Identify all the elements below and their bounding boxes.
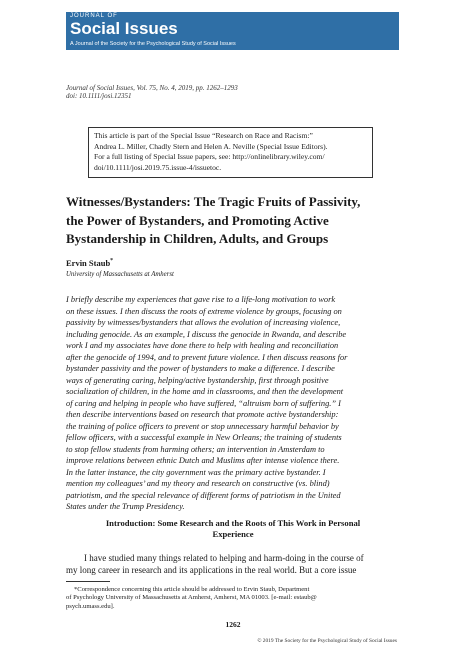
- notice-line: For a full listing of Special Issue papers, see: http://onlinelibrary.wiley.com/: [94, 152, 325, 161]
- abstract-line: patriotism, and the special relevance of different forms of patriotism in the United: [66, 490, 341, 500]
- title-line: Witnesses/Bystanders: The Tragic Fruits of Passivity,: [66, 194, 361, 209]
- body-line: my long career in research and its applications in the real world. But a core issue: [66, 565, 357, 575]
- notice-line: doi/10.1111/josi.2019.75.issue-4/issuetoc.: [94, 162, 222, 172]
- footnote-line: of Psychology University of Massachusetts at Amherst, Amherst, MA 01003. [e-mail: estaub@: [66, 594, 317, 602]
- citation-line: Journal of Social Issues, Vol. 75, No. 4, 2019, pp. 1262–1293: [66, 84, 238, 92]
- abstract-line: including genocide. As an example, I discuss the genocide in Rwanda, and describe: [66, 329, 347, 339]
- author-footnote-mark: *: [110, 258, 114, 265]
- abstract-line: work I and my associates have done there to help with healing and reconciliation: [66, 341, 339, 350]
- notice-line: Andrea L. Miller, Chadly Stern and Helen A. Neville (Special Issue Editors).: [94, 141, 328, 151]
- footnote-line: *Correspondence concerning this article should be addressed to Ervin Staub, Department: [74, 586, 310, 593]
- author-name: [66, 258, 113, 268]
- doi-line: doi: 10.1111/josi.12351: [66, 92, 132, 100]
- title-line: the Power of Bystanders, and Promoting Active: [66, 212, 329, 228]
- journal-title: Social Issues: [70, 19, 178, 38]
- banner-journal-of: JOURNAL OF: [70, 13, 118, 19]
- section-heading-line: Experience: [212, 529, 254, 539]
- abstract-line: socialization of children, in the home and in classrooms, and then the development: [66, 387, 344, 396]
- article-title: [66, 193, 406, 249]
- abstract-line: then describe interventions based on research that promote active bystandership:: [66, 410, 339, 419]
- abstract-line: States under the Trump Presidency.: [66, 502, 185, 511]
- abstract-line: to stop fellow students from harming others; an intervention in Amsterdam to: [66, 444, 325, 454]
- author-affiliation: University of Massachusetts at Amherst: [66, 271, 174, 278]
- abstract-line: I briefly describe my experiences that gave rise to a life-long motivation to work: [66, 295, 336, 304]
- journal-subtitle: A Journal of the Society for the Psychological Study of Social Issues: [70, 41, 236, 47]
- title-line: Bystandership in Children, Adults, and Groups: [66, 231, 329, 246]
- abstract-line: of caring and helping in people who have suffered, “altruism born of suffering.” I: [66, 398, 341, 408]
- citation-block: [66, 84, 238, 100]
- abstract: [66, 294, 400, 513]
- special-issue-notice: [88, 127, 373, 178]
- page-number: 1262: [225, 620, 241, 629]
- abstract-line: fellow officers, with a successful example in New Orleans; the training of students: [66, 433, 342, 442]
- abstract-line: improve relations between ethnic Dutch and Muslims after intense violence there.: [66, 456, 340, 465]
- footnote-line: psych.umass.edu].: [66, 602, 115, 610]
- body-line: I have studied many things related to helping and harm-doing in the course of: [84, 553, 364, 563]
- footnote-divider: [66, 581, 110, 582]
- abstract-line: bystander passivity and the power of bystanders to make a difference. I describe: [66, 364, 335, 373]
- abstract-line: after the genocide of 1994, and to prevent future violence. I then discuss reasons for: [66, 352, 348, 362]
- footnote: [66, 586, 400, 611]
- author-name-text: Ervin Staub: [66, 258, 111, 268]
- section-heading-line: Introduction: Some Research and the Roots of This Work in Personal: [105, 518, 361, 528]
- abstract-line: In the latter instance, the city government was the primary active bystander. I: [66, 467, 326, 477]
- abstract-line: on these issues. I then discuss the roots of extreme violence by groups, focusing on: [66, 306, 342, 316]
- section-heading: [66, 518, 400, 540]
- abstract-line: mention my colleagues’ and my theory and research on constructive (vs. blind): [66, 479, 330, 488]
- copyright-notice: © 2019 The Society for the Psychological Study of Social Issues: [257, 638, 397, 644]
- abstract-line: ways of generating caring, helping/active bystandership, first through positive: [66, 375, 329, 385]
- abstract-line: passivity by witnesses/bystanders that allows the evolution of increasing violence,: [66, 318, 341, 327]
- journal-banner: [66, 12, 399, 50]
- abstract-line: the training of police officers to prevent or stop unnecessary harmful behavior by: [66, 421, 339, 431]
- body-paragraph: [66, 552, 400, 576]
- notice-line: This article is part of the Special Issue “Research on Race and Racism:”: [94, 131, 313, 140]
